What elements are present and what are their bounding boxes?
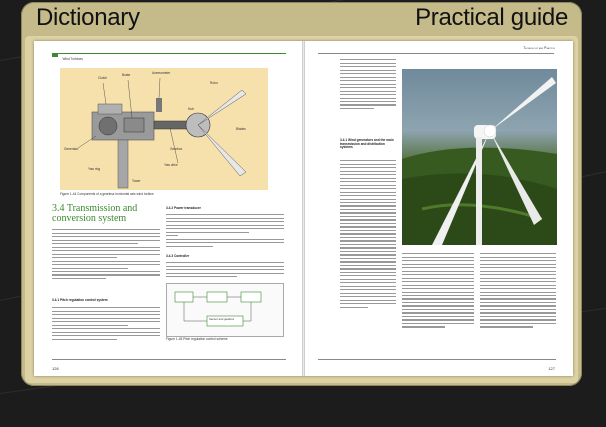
figure2-caption: Figure 1-45 Pitch regulation control scheme <box>166 337 228 341</box>
turbine-photo-svg <box>402 69 557 245</box>
bottom-rule-right <box>318 359 556 360</box>
label-gearbox: Gearbox <box>170 147 183 151</box>
right-page-number: 127 <box>548 366 555 371</box>
running-head-rule-right <box>318 53 554 54</box>
nacelle-figure <box>60 68 268 190</box>
dictionary-tab[interactable]: Dictionary <box>36 4 140 31</box>
right-column-text <box>166 212 284 249</box>
label-blades: Blades <box>236 127 246 131</box>
right-page-col1-top <box>340 57 396 111</box>
subsection-pitch-control: 3.4.1 Pitch regulation control system <box>52 298 108 302</box>
right-column-text-2 <box>166 260 284 280</box>
label-yaw-drive: Yaw drive <box>164 163 178 167</box>
running-head-left: Wind Turbines <box>52 47 83 65</box>
label-anemometer: Anemometer <box>152 71 171 75</box>
left-column-text <box>52 227 160 281</box>
control-scheme-svg <box>167 284 283 336</box>
label-rotor: Rotor <box>210 81 218 85</box>
label-brake: Brake <box>122 73 131 77</box>
book-spread <box>34 41 573 376</box>
label-yaw-ring: Yaw ring <box>88 167 101 171</box>
left-page-number: 126 <box>52 366 59 371</box>
right-page-col1-bottom <box>340 158 396 310</box>
right-page-col3 <box>480 251 556 330</box>
section-heading: 3.4 Transmission and conversion system <box>52 203 138 224</box>
right-page[interactable] <box>304 41 573 376</box>
label-generator: Generator <box>64 147 79 151</box>
right-page-col2 <box>402 251 474 330</box>
subsection-power-transducer: 3.4.2 Power transducer <box>166 206 201 210</box>
diagram-box-label: Sensor and gearbox <box>209 317 235 321</box>
left-page[interactable] <box>34 41 303 376</box>
running-head-right: Technology and Practice <box>523 46 555 50</box>
running-head-rule <box>52 53 286 54</box>
left-column-text-2 <box>52 305 160 342</box>
wind-turbine-photo <box>402 69 557 245</box>
figure-caption: Figure 1-44 Components of a gearless horizontal axis wind turbine <box>60 192 154 196</box>
bottom-rule-left <box>52 359 286 360</box>
pitch-control-diagram <box>166 283 284 337</box>
right-subsection: 3.4.1 Wind generators and the main transmission and distribution systems <box>340 138 394 150</box>
label-clutch: Clutch <box>98 76 108 80</box>
subsection-controller: 3.4.3 Controller <box>166 254 190 258</box>
practical-guide-tab[interactable]: Practical guide <box>415 4 568 31</box>
label-hub: Hub <box>188 107 194 111</box>
label-tower: Tower <box>132 179 141 183</box>
